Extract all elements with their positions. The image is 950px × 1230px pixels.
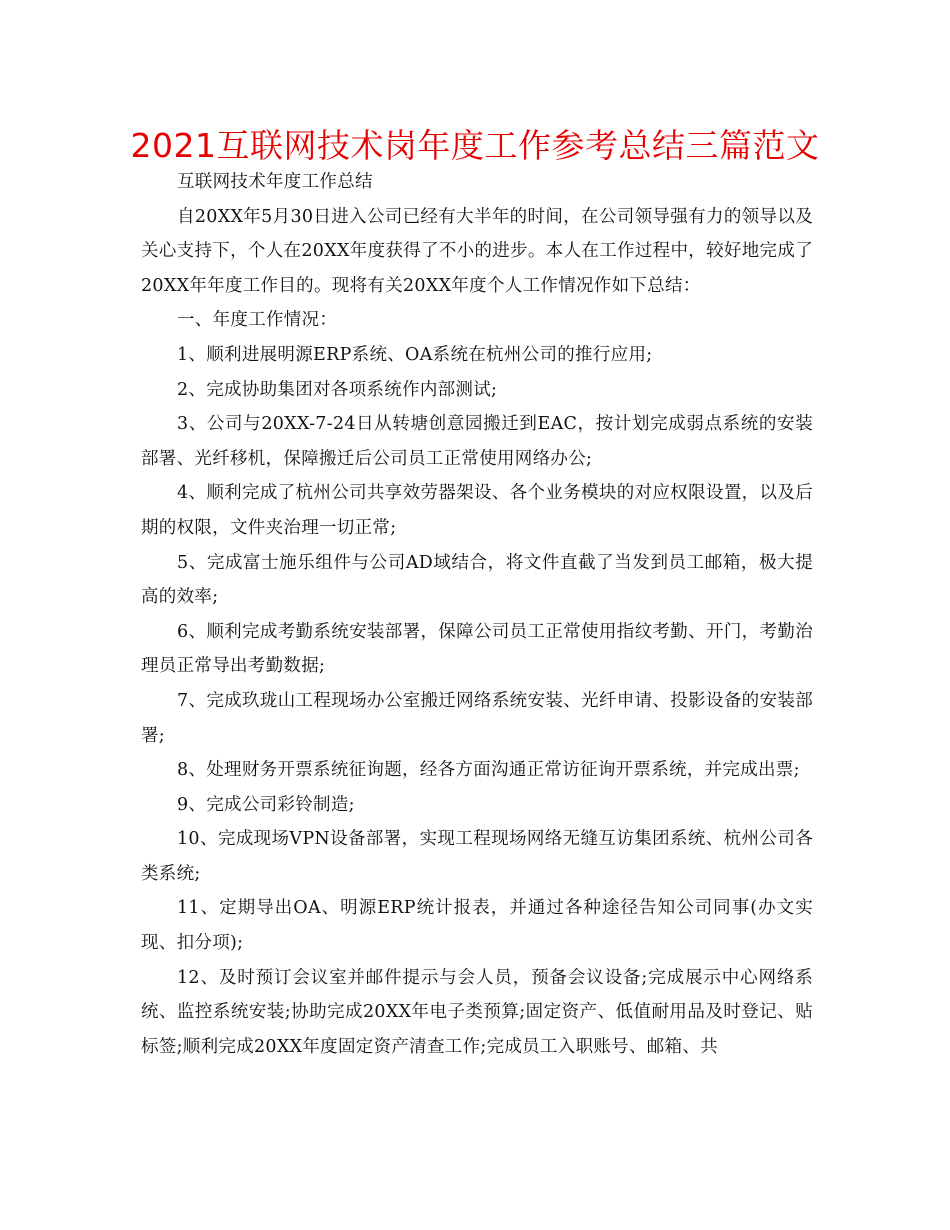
list-item: 8、处理财务开票系统征询题，经各方面沟通正常访征询开票系统，并完成出票; — [177, 760, 800, 781]
list-item: 5、完成富士施乐组件与公司AD域结合，将文件直截了当发到员工邮箱，极大提高的效率; — [141, 552, 813, 608]
list-item: 9、完成公司彩铃制造; — [177, 794, 355, 815]
list-item: 3、公司与20XX-7-24日从转塘创意园搬迁到EAC，按计划完成弱点系统的安装部署、光纤移机，保障搬迁后公司员工正常使用网络办公; — [141, 414, 813, 469]
list-item: 6、顺利完成考勤系统安装部署，保障公司员工正常使用指纹考勤、开门，考勤治理员正常导出考勤数据; — [141, 621, 813, 677]
list-item: 12、及时预订会议室并邮件提示与会人员，预备会议设备;完成展示中心网络系统、监控系统安装;协助完成20XX年电子类预算;固定资产、低值耐用品及时登记、贴标签;顺利完成20XX年度固定资产清查工作;完成员工入职账号、邮箱、共 — [141, 967, 813, 1057]
list-item: 11、定期导出OA、明源ERP统计报表，并通过各种途径告知公司同事(办文实现、扣分项); — [141, 898, 813, 954]
list-item: 7、完成玖珑山工程现场办公室搬迁网络系统安装、光纤申请、投影设备的安装部署; — [141, 690, 813, 746]
list-item: 2、完成协助集团对各项系统作内部测试; — [177, 379, 498, 400]
document-title: 2021互联网技术岗年度工作参考总结三篇范文 — [130, 126, 820, 165]
paragraph-intro: 自20XX年5月30日进入公司已经有大半年的时间，在公司领导强有力的领导以及关心支持下，个人在20XX年度获得了不小的进步。本人在工作过程中，较好地完成了20XX年年度工作目的。现将有关20XX年度个人工作情况作如下总结： — [141, 206, 813, 296]
list-item: 1、顺利进展明源ERP系统、OA系统在杭州公司的推行应用; — [177, 344, 653, 365]
document-body — [141, 165, 813, 1064]
paragraph-subtitle: 互联网技术年度工作总结 — [177, 172, 373, 192]
list-item: 10、完成现场VPN设备部署，实现工程现场网络无缝互访集团系统、杭州公司各类系统; — [141, 829, 813, 884]
section-heading: 一、年度工作情况： — [177, 310, 338, 331]
list-item: 4、顺利完成了杭州公司共享效劳器架设、各个业务模块的对应权限设置，以及后期的权限，文件夹治理一切正常; — [141, 483, 813, 538]
